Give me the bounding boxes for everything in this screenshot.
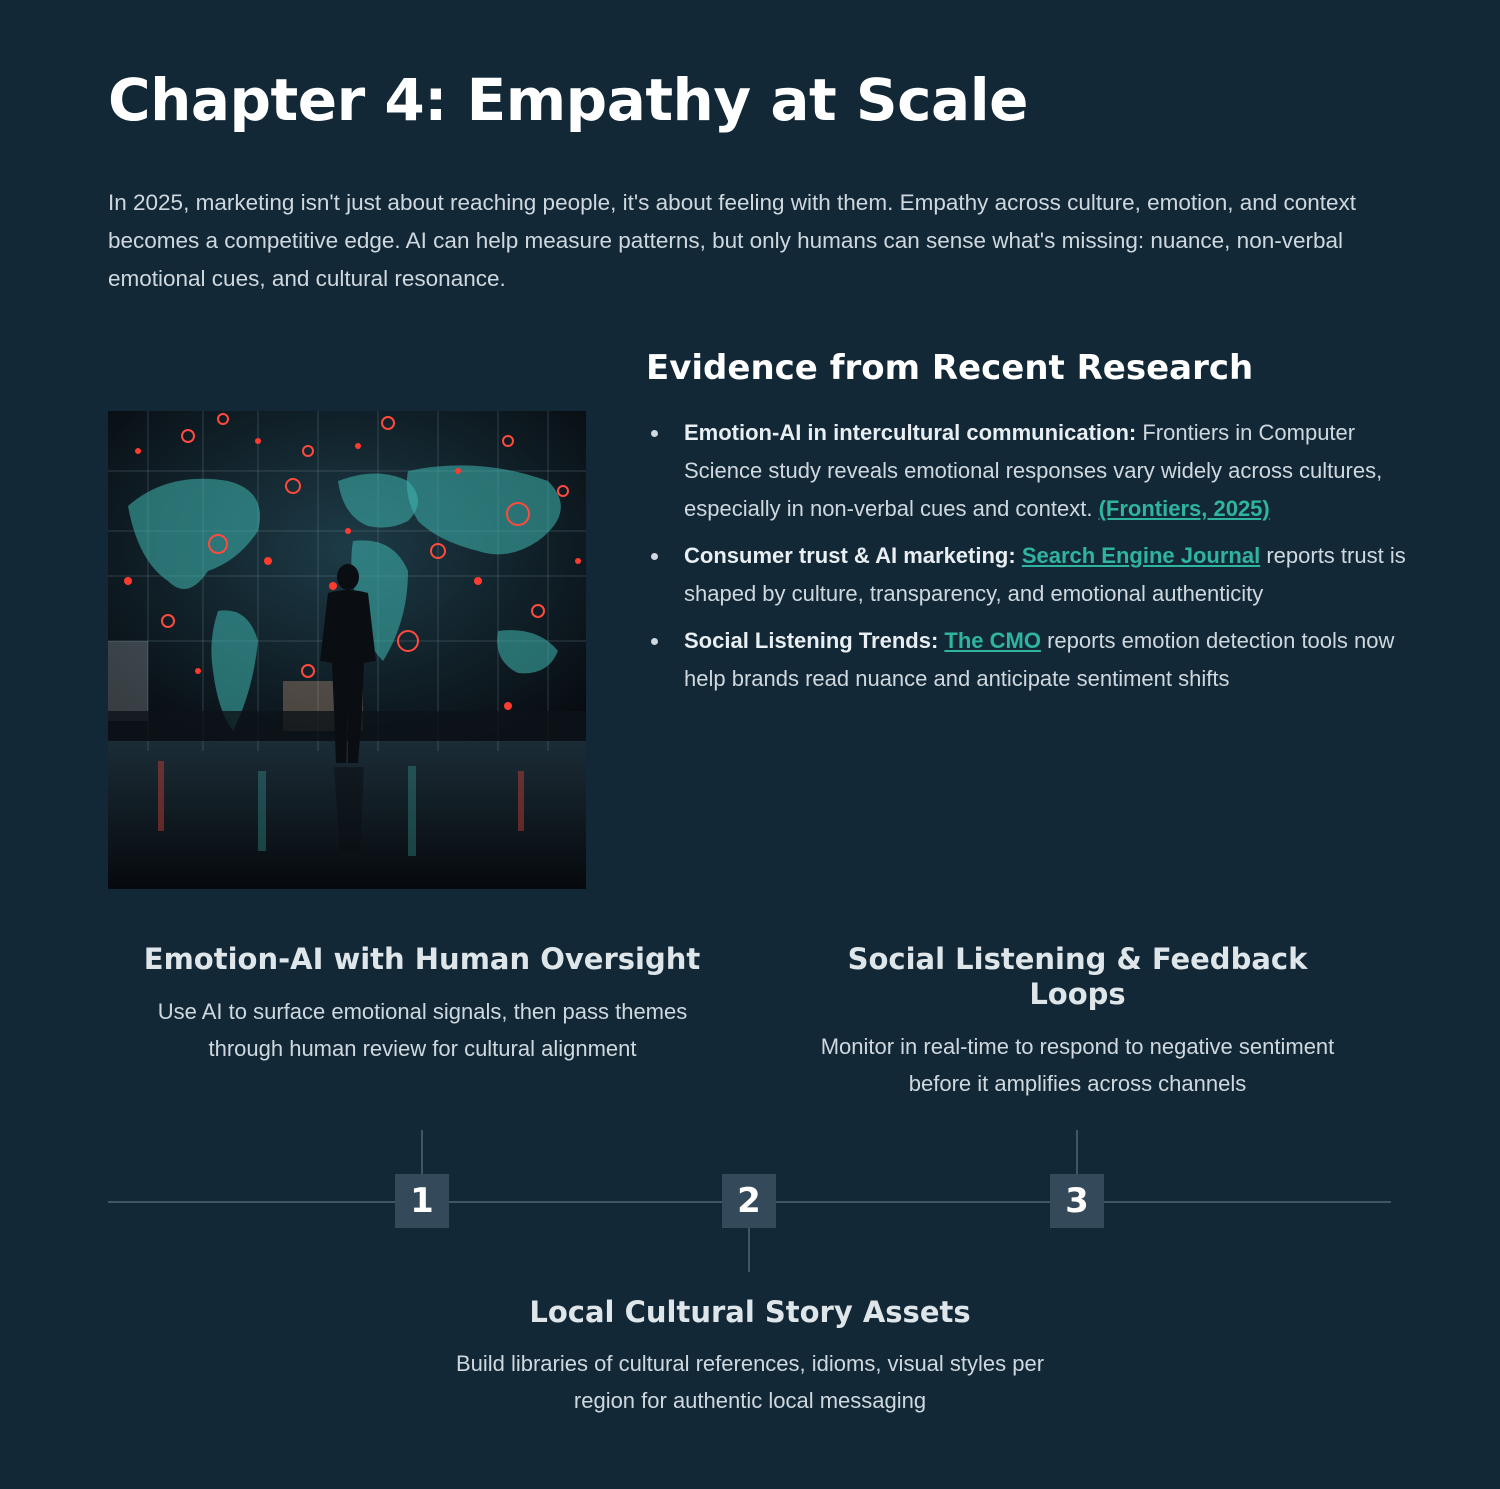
research-item-label: Social Listening Trends: (684, 628, 939, 653)
world-map-illustration (108, 411, 586, 889)
step-2-connector (748, 1228, 750, 1272)
research-item-label: Consumer trust & AI marketing: (684, 543, 1016, 568)
search-engine-journal-link[interactable]: Search Engine Journal (1021, 543, 1261, 568)
research-item-after: reports trust is shaped by culture, transparency, and emotional authenticity (684, 543, 1406, 606)
step-2-badge: 2 (722, 1174, 776, 1228)
step-1-text: Use AI to surface emotional signals, then pass themes through human review for cultural alignment (157, 999, 688, 1061)
world-map-hero-image (108, 411, 586, 889)
research-item-label: Emotion-AI in intercultural communication: (684, 420, 1137, 445)
step-3-title: Social Listening & Feedback Loops (847, 942, 1308, 1011)
step-2-text: Build libraries of cultural references, idioms, visual styles per region for authentic local messaging (455, 1351, 1045, 1413)
step-1-connector (421, 1130, 423, 1174)
research-section-title: Evidence from Recent Research (646, 348, 1254, 388)
intro-paragraph: In 2025, marketing isn't just about reaching people, it's about feeling with them. Empathy across culture, emotion, and context becomes a competitive edge. AI can help measure patterns, but only humans can sense what's missing: nuance, non-verbal emotional cues, and cultural resonance. (108, 190, 1357, 291)
research-item (646, 537, 1406, 613)
research-item-after: reports emotion detection tools now help brands read nuance and anticipate sentiment shifts (684, 628, 1395, 691)
step-3-badge: 3 (1050, 1174, 1104, 1228)
research-item (646, 414, 1406, 528)
step-3-connector (1076, 1130, 1078, 1174)
research-item-text: Frontiers in Computer Science study reveals emotional responses vary widely across cultures, especially in non-verbal cues and context. (684, 420, 1383, 521)
step-1-badge: 1 (395, 1174, 449, 1228)
step-2-title: Local Cultural Story Assets (529, 1295, 971, 1329)
step-1-title: Emotion-AI with Human Oversight (143, 942, 701, 976)
step-3-text: Monitor in real-time to respond to negative sentiment before it amplifies across channels (820, 1034, 1335, 1096)
page-title: Chapter 4: Empathy at Scale (108, 66, 1028, 134)
frontiers-link[interactable]: (Frontiers, 2025) (1098, 496, 1270, 521)
research-list (646, 414, 1406, 707)
the-cmo-link[interactable]: The CMO (944, 628, 1041, 653)
research-item (646, 622, 1406, 698)
